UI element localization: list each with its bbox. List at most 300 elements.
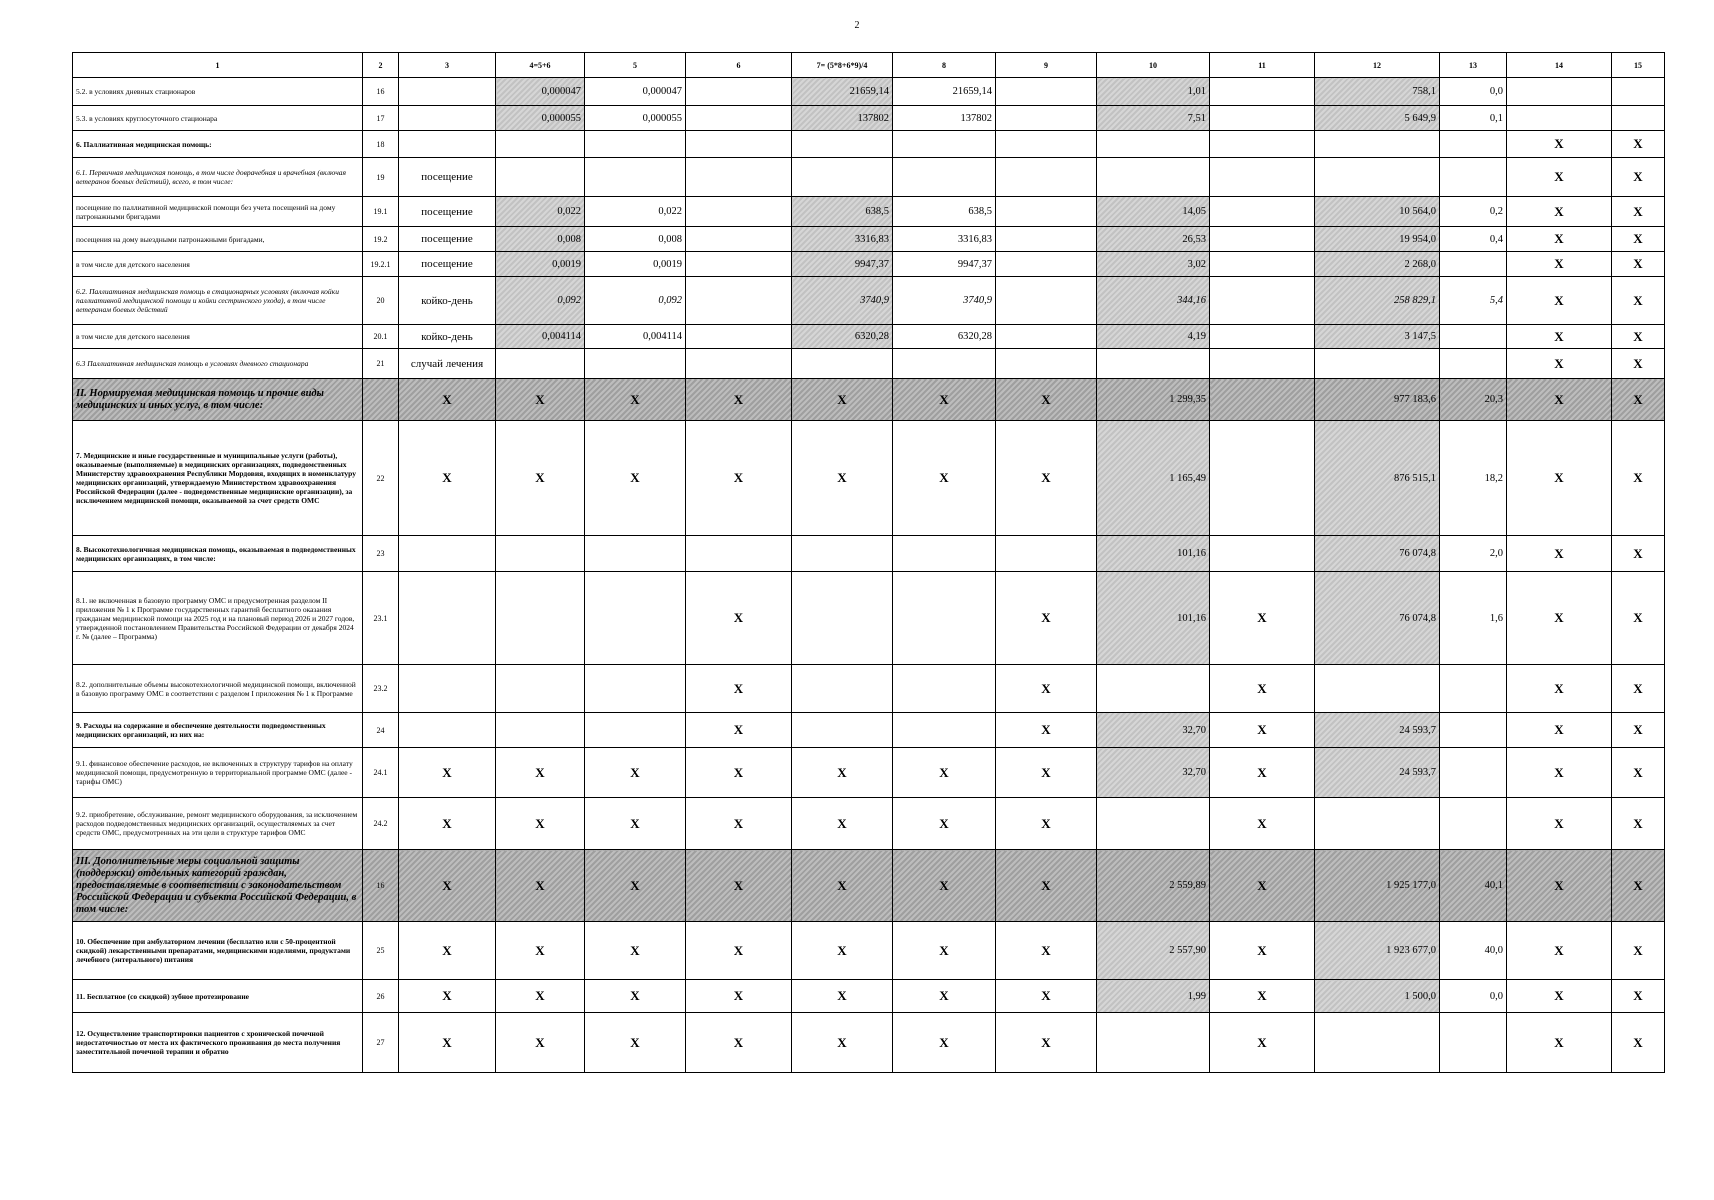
row-name: 9. Расходы на содержание и обеспечение деятельности подведомственных медицинских организаций, из них на: (73, 713, 363, 748)
value-cell (996, 277, 1097, 325)
value-cell (1440, 252, 1507, 277)
x-mark: X (1507, 980, 1612, 1013)
column-header: 3 (399, 53, 496, 78)
value-cell (585, 713, 686, 748)
value-cell (893, 536, 996, 572)
x-mark: X (399, 1013, 496, 1073)
value-cell (1210, 536, 1315, 572)
table-row (73, 349, 1665, 379)
value-cell (1210, 131, 1315, 158)
x-mark: X (893, 850, 996, 922)
value-cell: 7,51 (1097, 106, 1210, 131)
table-row (73, 277, 1665, 325)
value-cell (686, 106, 792, 131)
value-cell: 0,022 (496, 197, 585, 227)
x-mark: X (996, 1013, 1097, 1073)
value-cell (496, 713, 585, 748)
x-mark: X (893, 379, 996, 421)
value-cell (893, 158, 996, 197)
x-mark: X (1612, 922, 1665, 980)
x-mark: X (585, 850, 686, 922)
x-mark: X (1612, 197, 1665, 227)
table-row (73, 922, 1665, 980)
value-cell: 3316,83 (792, 227, 893, 252)
x-mark: X (1612, 748, 1665, 798)
x-mark: X (1612, 980, 1665, 1013)
row-code: 18 (363, 131, 399, 158)
value-cell: 876 515,1 (1315, 421, 1440, 536)
x-mark: X (686, 713, 792, 748)
column-header: 14 (1507, 53, 1612, 78)
row-name: 12. Осуществление транспортировки пациентов с хронической почечной недостаточностью от места их фактического проживания до места получения заместительной почечной терапии и обратно (73, 1013, 363, 1073)
unit-cell: посещение (399, 252, 496, 277)
x-mark: X (1210, 980, 1315, 1013)
x-mark: X (1612, 227, 1665, 252)
value-cell (1210, 106, 1315, 131)
value-cell: 21659,14 (792, 78, 893, 106)
x-mark: X (996, 665, 1097, 713)
x-mark: X (792, 980, 893, 1013)
value-cell (686, 349, 792, 379)
value-cell (1097, 349, 1210, 379)
value-cell (496, 349, 585, 379)
value-cell (1440, 325, 1507, 349)
value-cell: 977 183,6 (1315, 379, 1440, 421)
value-cell (686, 252, 792, 277)
x-mark: X (1210, 850, 1315, 922)
value-cell (1210, 421, 1315, 536)
row-name: 8.2. дополнительные объемы высокотехнологичной медицинской помощи, включенной в базовую программу ОМС в соответствии с разделом I приложения № 1 к Программе (73, 665, 363, 713)
value-cell: 5,4 (1440, 277, 1507, 325)
value-cell (1440, 131, 1507, 158)
value-cell (1097, 798, 1210, 850)
value-cell: 638,5 (893, 197, 996, 227)
column-header: 6 (686, 53, 792, 78)
column-header: 13 (1440, 53, 1507, 78)
value-cell (1612, 78, 1665, 106)
value-cell (1315, 349, 1440, 379)
x-mark: X (686, 572, 792, 665)
x-mark: X (496, 798, 585, 850)
unit-cell: койко-день (399, 277, 496, 325)
value-cell (585, 665, 686, 713)
x-mark: X (496, 1013, 585, 1073)
value-cell: 21659,14 (893, 78, 996, 106)
value-cell (792, 158, 893, 197)
row-name: посещения на дому выездными патронажными бригадами, (73, 227, 363, 252)
row-code: 19 (363, 158, 399, 197)
x-mark: X (996, 572, 1097, 665)
x-mark: X (792, 922, 893, 980)
unit-cell: посещение (399, 227, 496, 252)
x-mark: X (585, 379, 686, 421)
x-mark: X (496, 421, 585, 536)
x-mark: X (1612, 252, 1665, 277)
value-cell: 9947,37 (792, 252, 893, 277)
value-cell (496, 665, 585, 713)
x-mark: X (996, 713, 1097, 748)
value-cell: 0,000047 (496, 78, 585, 106)
value-cell: 24 593,7 (1315, 713, 1440, 748)
column-header: 15 (1612, 53, 1665, 78)
value-cell: 2 559,89 (1097, 850, 1210, 922)
x-mark: X (792, 1013, 893, 1073)
value-cell: 2 557,90 (1097, 922, 1210, 980)
value-cell (996, 197, 1097, 227)
x-mark: X (1507, 922, 1612, 980)
x-mark: X (1612, 572, 1665, 665)
value-cell (893, 713, 996, 748)
x-mark: X (686, 421, 792, 536)
x-mark: X (1612, 277, 1665, 325)
column-header: 2 (363, 53, 399, 78)
x-mark: X (792, 379, 893, 421)
x-mark: X (1612, 665, 1665, 713)
value-cell: 2 268,0 (1315, 252, 1440, 277)
x-mark: X (686, 665, 792, 713)
table-row (73, 572, 1665, 665)
x-mark: X (686, 850, 792, 922)
x-mark: X (1507, 536, 1612, 572)
x-mark: X (996, 980, 1097, 1013)
row-code: 20 (363, 277, 399, 325)
value-cell (686, 536, 792, 572)
row-code: 24.2 (363, 798, 399, 850)
table-row (73, 325, 1665, 349)
table-row (73, 197, 1665, 227)
x-mark: X (1507, 421, 1612, 536)
x-mark: X (1507, 798, 1612, 850)
value-cell (1210, 227, 1315, 252)
x-mark: X (686, 748, 792, 798)
x-mark: X (1210, 798, 1315, 850)
value-cell (686, 277, 792, 325)
value-cell: 4,19 (1097, 325, 1210, 349)
table-row (73, 1013, 1665, 1073)
x-mark: X (399, 748, 496, 798)
value-cell (996, 536, 1097, 572)
x-mark: X (1612, 1013, 1665, 1073)
value-cell: 20,3 (1440, 379, 1507, 421)
value-cell (1097, 131, 1210, 158)
value-cell (1440, 798, 1507, 850)
value-cell (893, 665, 996, 713)
x-mark: X (893, 798, 996, 850)
value-cell: 0,000055 (496, 106, 585, 131)
x-mark: X (996, 421, 1097, 536)
value-cell (1440, 713, 1507, 748)
value-cell (686, 158, 792, 197)
value-cell: 258 829,1 (1315, 277, 1440, 325)
x-mark: X (792, 421, 893, 536)
value-cell: 1 923 677,0 (1315, 922, 1440, 980)
value-cell: 18,2 (1440, 421, 1507, 536)
row-code (363, 379, 399, 421)
value-cell: 758,1 (1315, 78, 1440, 106)
row-name: 11. Бесплатное (со скидкой) зубное протезирование (73, 980, 363, 1013)
table-row (73, 131, 1665, 158)
row-name: 10. Обеспечение при амбулаторном лечении (бесплатно или с 50-процентной скидкой) лекарственными препаратами, медицинскими изделиями, продуктами лечебного (энтерального) питания (73, 922, 363, 980)
value-cell: 3740,9 (792, 277, 893, 325)
value-cell: 137802 (893, 106, 996, 131)
value-cell: 9947,37 (893, 252, 996, 277)
value-cell: 32,70 (1097, 713, 1210, 748)
value-cell (585, 158, 686, 197)
value-cell (792, 536, 893, 572)
value-cell: 1 299,35 (1097, 379, 1210, 421)
unit-cell (399, 572, 496, 665)
x-mark: X (1507, 325, 1612, 349)
value-cell (1210, 349, 1315, 379)
value-cell: 10 564,0 (1315, 197, 1440, 227)
value-cell: 3 147,5 (1315, 325, 1440, 349)
value-cell: 0,0 (1440, 980, 1507, 1013)
table-row (73, 748, 1665, 798)
value-cell (1315, 1013, 1440, 1073)
row-code: 23.1 (363, 572, 399, 665)
value-cell: 0,092 (585, 277, 686, 325)
value-cell: 0,0019 (496, 252, 585, 277)
value-cell: 0,2 (1440, 197, 1507, 227)
value-cell: 14,05 (1097, 197, 1210, 227)
value-cell (996, 158, 1097, 197)
value-cell: 24 593,7 (1315, 748, 1440, 798)
value-cell (686, 131, 792, 158)
row-code: 23.2 (363, 665, 399, 713)
value-cell: 1 925 177,0 (1315, 850, 1440, 922)
value-cell (1507, 78, 1612, 106)
column-header: 9 (996, 53, 1097, 78)
value-cell (996, 349, 1097, 379)
unit-cell: посещение (399, 197, 496, 227)
table-row (73, 980, 1665, 1013)
x-mark: X (585, 748, 686, 798)
x-mark: X (585, 922, 686, 980)
value-cell (792, 572, 893, 665)
table-row (73, 850, 1665, 922)
row-name: II. Нормируемая медицинская помощь и прочие виды медицинских и иных услуг, в том числе: (73, 379, 363, 421)
x-mark: X (399, 798, 496, 850)
x-mark: X (1210, 713, 1315, 748)
value-cell (1440, 349, 1507, 379)
row-code: 24.1 (363, 748, 399, 798)
unit-cell (399, 536, 496, 572)
value-cell (996, 325, 1097, 349)
row-code: 16 (363, 78, 399, 106)
data-table (72, 52, 1665, 1073)
unit-cell (399, 106, 496, 131)
value-cell: 0,000047 (585, 78, 686, 106)
x-mark: X (996, 850, 1097, 922)
value-cell (1097, 1013, 1210, 1073)
value-cell: 0,008 (585, 227, 686, 252)
row-name: посещение по паллиативной медицинской помощи без учета посещений на дому патронажными бригадами (73, 197, 363, 227)
x-mark: X (1612, 536, 1665, 572)
x-mark: X (1507, 748, 1612, 798)
value-cell (996, 252, 1097, 277)
unit-cell: посещение (399, 158, 496, 197)
x-mark: X (996, 379, 1097, 421)
value-cell: 76 074,8 (1315, 536, 1440, 572)
header-row (73, 53, 1665, 78)
column-header: 4=5+6 (496, 53, 585, 78)
value-cell: 32,70 (1097, 748, 1210, 798)
row-code: 16 (363, 850, 399, 922)
value-cell (792, 713, 893, 748)
row-name: 6. Паллиативная медицинская помощь: (73, 131, 363, 158)
x-mark: X (399, 922, 496, 980)
value-cell (686, 197, 792, 227)
value-cell: 6320,28 (893, 325, 996, 349)
x-mark: X (996, 798, 1097, 850)
page-number: 2 (854, 20, 860, 31)
row-name: 9.1. финансовое обеспечение расходов, не включенных в структуру тарифов на оплату медицинской помощи, предусмотренную в территориальной программе ОМС (далее - тарифы ОМС) (73, 748, 363, 798)
value-cell: 0,004114 (585, 325, 686, 349)
row-name: 6.1. Первичная медицинская помощь, в том числе доврачебная и врачебная (включая ветеранов боевых действий), всего, в том числе: (73, 158, 363, 197)
x-mark: X (893, 1013, 996, 1073)
value-cell (1315, 158, 1440, 197)
x-mark: X (1507, 252, 1612, 277)
x-mark: X (496, 922, 585, 980)
x-mark: X (792, 798, 893, 850)
x-mark: X (1210, 572, 1315, 665)
value-cell (1440, 158, 1507, 197)
x-mark: X (496, 379, 585, 421)
x-mark: X (1210, 665, 1315, 713)
x-mark: X (686, 922, 792, 980)
value-cell: 0,1 (1440, 106, 1507, 131)
x-mark: X (1507, 131, 1612, 158)
value-cell (893, 349, 996, 379)
value-cell: 1,01 (1097, 78, 1210, 106)
value-cell: 26,53 (1097, 227, 1210, 252)
value-cell (1210, 158, 1315, 197)
value-cell: 101,16 (1097, 536, 1210, 572)
value-cell: 344,16 (1097, 277, 1210, 325)
unit-cell (399, 665, 496, 713)
x-mark: X (686, 1013, 792, 1073)
x-mark: X (1210, 922, 1315, 980)
x-mark: X (585, 421, 686, 536)
x-mark: X (1612, 349, 1665, 379)
x-mark: X (893, 421, 996, 536)
value-cell: 0,004114 (496, 325, 585, 349)
row-code: 24 (363, 713, 399, 748)
row-code: 23 (363, 536, 399, 572)
x-mark: X (1507, 158, 1612, 197)
row-code: 20.1 (363, 325, 399, 349)
row-name: в том числе для детского населения (73, 325, 363, 349)
x-mark: X (1612, 325, 1665, 349)
x-mark: X (1612, 379, 1665, 421)
value-cell: 76 074,8 (1315, 572, 1440, 665)
table-row (73, 665, 1665, 713)
value-cell (792, 131, 893, 158)
table-row (73, 106, 1665, 131)
value-cell: 5 649,9 (1315, 106, 1440, 131)
x-mark: X (1507, 379, 1612, 421)
row-name: 9.2. приобретение, обслуживание, ремонт медицинского оборудования, за исключением расходов подведомственных медицинских организаций, осуществляемых за счет средств ОМС, предусмотренных на эти цели в структуре тарифов ОМС (73, 798, 363, 850)
value-cell: 1,99 (1097, 980, 1210, 1013)
x-mark: X (1507, 349, 1612, 379)
value-cell (1210, 325, 1315, 349)
value-cell (1315, 665, 1440, 713)
x-mark: X (1507, 572, 1612, 665)
value-cell (1210, 277, 1315, 325)
value-cell: 0,022 (585, 197, 686, 227)
value-cell (1315, 131, 1440, 158)
value-cell (1440, 748, 1507, 798)
x-mark: X (1507, 1013, 1612, 1073)
table-row (73, 713, 1665, 748)
row-name: 8.1. не включенная в базовую программу ОМС и предусмотренная разделом II приложения № 1 к Программе государственных гарантий бесплатного оказания гражданам медицинской помощи на 2025 год и на плановый период 2026 и 2027 годов, утвержденной постановлением Правительства Российской Федерации от декабря 2024 г. № (далее – Программа) (73, 572, 363, 665)
value-cell (1315, 798, 1440, 850)
x-mark: X (399, 421, 496, 536)
value-cell: 0,092 (496, 277, 585, 325)
row-code: 21 (363, 349, 399, 379)
value-cell: 0,008 (496, 227, 585, 252)
row-name: 7. Медицинские и иные государственные и муниципальные услуги (работы), оказываемые (выполняемые) в медицинских организациях, подведомственных Министерству здравоохранения Республики Мордовия, входящих в номенклатуру медицинских организаций, утверждаемую Министерством здравоохранения Российской Федерации (далее - подведомственные медицинские организации), за исключением медицинской помощи, оказываемой за счет средств ОМС (73, 421, 363, 536)
value-cell (1440, 1013, 1507, 1073)
x-mark: X (686, 798, 792, 850)
value-cell: 3740,9 (893, 277, 996, 325)
x-mark: X (399, 980, 496, 1013)
value-cell (496, 536, 585, 572)
value-cell (1210, 379, 1315, 421)
row-name: 6.3 Паллиативная медицинская помощь в условиях дневного стационара (73, 349, 363, 379)
value-cell (686, 227, 792, 252)
x-mark: X (1612, 798, 1665, 850)
value-cell (496, 131, 585, 158)
row-code: 25 (363, 922, 399, 980)
value-cell: 40,0 (1440, 922, 1507, 980)
x-mark: X (1612, 850, 1665, 922)
row-code: 19.2.1 (363, 252, 399, 277)
value-cell (1440, 665, 1507, 713)
value-cell (1210, 252, 1315, 277)
row-code: 26 (363, 980, 399, 1013)
x-mark: X (585, 980, 686, 1013)
value-cell (686, 78, 792, 106)
x-mark: X (1507, 197, 1612, 227)
x-mark: X (893, 922, 996, 980)
value-cell (585, 349, 686, 379)
value-cell (585, 536, 686, 572)
value-cell (1507, 106, 1612, 131)
value-cell: 0,0019 (585, 252, 686, 277)
value-cell: 40,1 (1440, 850, 1507, 922)
column-header: 11 (1210, 53, 1315, 78)
value-cell: 1 165,49 (1097, 421, 1210, 536)
value-cell: 1,6 (1440, 572, 1507, 665)
value-cell (1097, 665, 1210, 713)
row-code: 17 (363, 106, 399, 131)
value-cell (996, 78, 1097, 106)
x-mark: X (686, 980, 792, 1013)
value-cell (686, 325, 792, 349)
x-mark: X (893, 748, 996, 798)
value-cell (1612, 106, 1665, 131)
value-cell (1210, 197, 1315, 227)
unit-cell: койко-день (399, 325, 496, 349)
x-mark: X (399, 850, 496, 922)
table-row (73, 252, 1665, 277)
table-row (73, 227, 1665, 252)
value-cell: 2,0 (1440, 536, 1507, 572)
x-mark: X (1612, 158, 1665, 197)
column-header: 7= (5*8+6*9)/4 (792, 53, 893, 78)
column-header: 1 (73, 53, 363, 78)
